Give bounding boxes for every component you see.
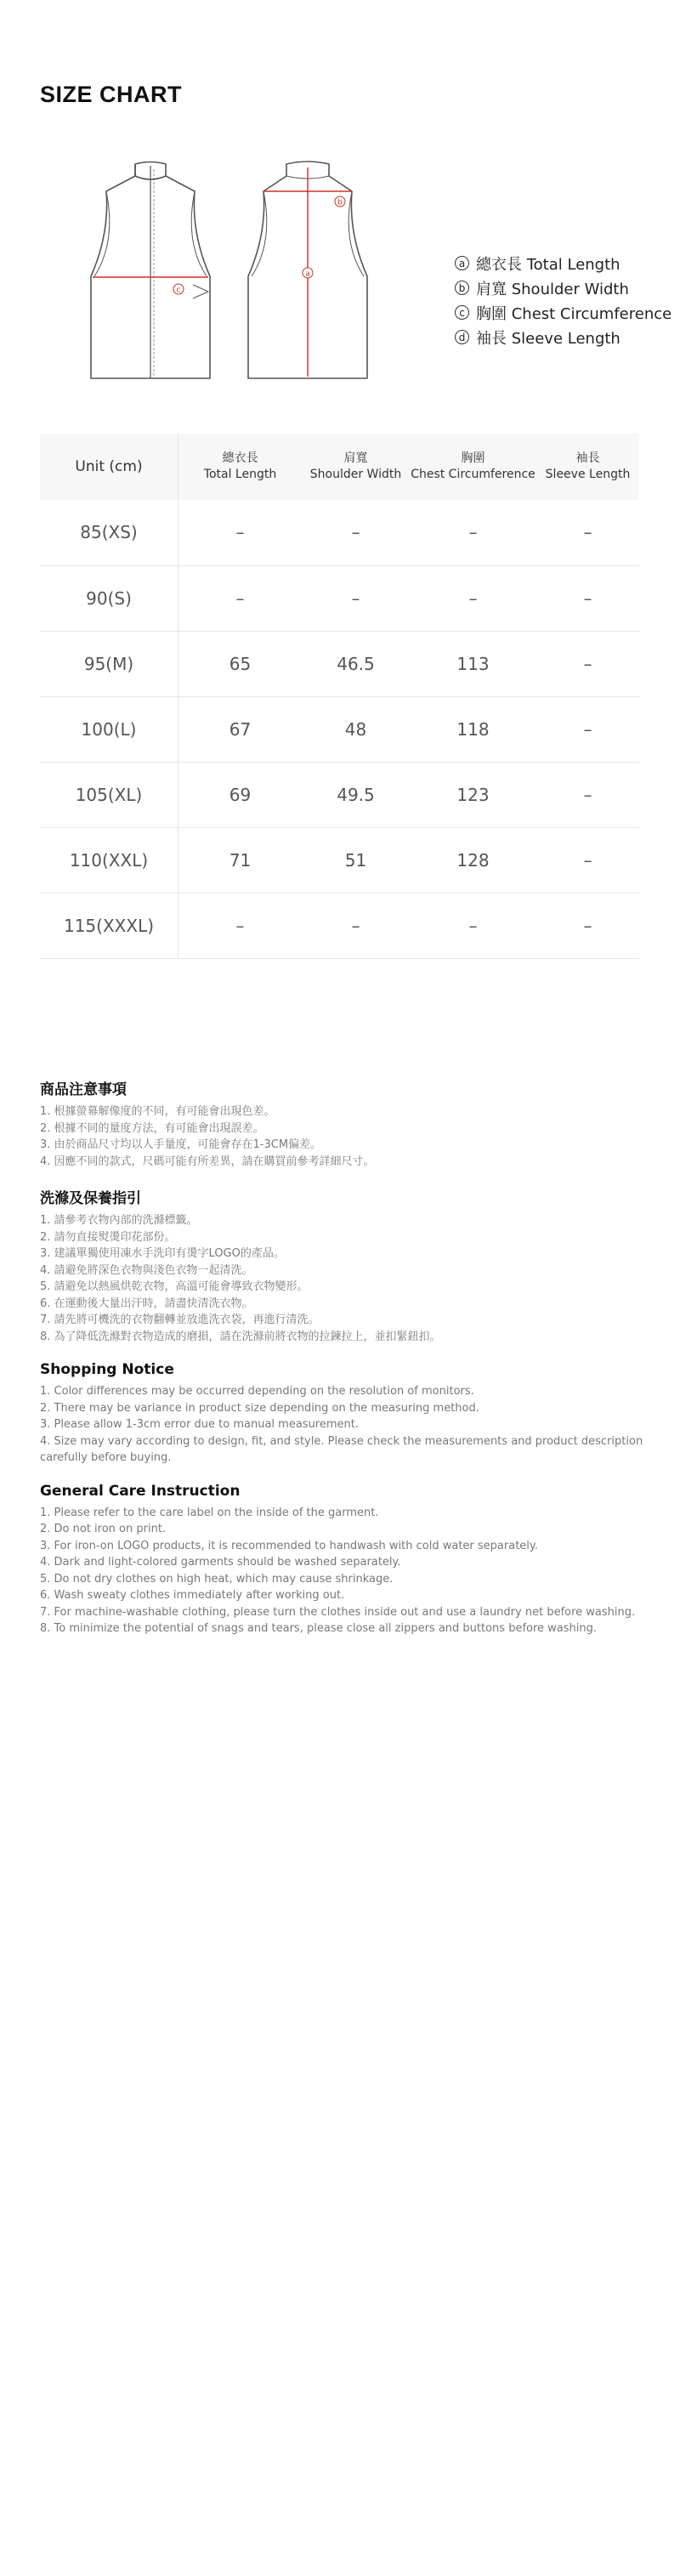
legend-label-total-length: 總衣長 Total Length — [476, 255, 620, 274]
diagram-label-c: c — [176, 286, 181, 295]
legend-item-total-length — [455, 251, 672, 275]
total-length-cell: 67 — [229, 718, 252, 740]
legend-mark-c: c — [455, 305, 469, 320]
list-item: 2. There may be variance in product size depending on the measuring method. — [40, 1401, 479, 1415]
shoulder-width-cell: – — [351, 587, 360, 609]
shoulder-width-cell: 49.5 — [337, 784, 375, 805]
list-item: 3. 建議單獨使用凍水手洗印有燙字LOGO的產品。 — [40, 1247, 285, 1260]
list-item: 5. Do not dry clothes on high heat, which may cause shrinkage. — [40, 1572, 394, 1586]
shoulder-width-cell: 48 — [344, 718, 367, 740]
total-length-cell: – — [235, 915, 245, 936]
size-cell: 115(XXXL) — [40, 893, 178, 958]
column-header-total-length: 總衣長 Total Length — [203, 451, 277, 481]
column-header-shoulder-width: 肩寬 Shoulder Width — [309, 451, 402, 481]
shoulder-width-cell: 51 — [344, 849, 367, 871]
chest-circumference-cell: – — [468, 522, 478, 543]
list-item: 2. Do not iron on print. — [40, 1523, 167, 1535]
size-cell: 110(XXL) — [40, 827, 178, 893]
sleeve-length-cell: – — [583, 522, 592, 543]
list-item: 3. 由於商品尺寸均以人手量度，可能會存在1-3CM偏差。 — [40, 1138, 322, 1151]
sleeve-length-cell: – — [583, 849, 592, 871]
size-cell: 95(M) — [40, 631, 178, 696]
list-item: 4. Dark and light-colored garments should be washed separately. — [40, 1556, 401, 1569]
vest-front-diagram — [82, 157, 218, 387]
legend-mark-b: b — [455, 281, 469, 295]
total-length-cell: 65 — [229, 653, 252, 674]
product-notice-zh — [40, 1077, 643, 1170]
size-cell: 85(XS) — [40, 500, 178, 565]
legend-label-sleeve-length: 袖長 Sleeve Length — [476, 329, 620, 348]
list-item: 5. 請避免以熱風烘乾衣物，高溫可能會導致衣物變形。 — [40, 1280, 309, 1293]
column-header-sleeve-length: 袖長 Sleeve Length — [545, 451, 631, 481]
table-row — [40, 762, 639, 827]
legend-mark-a: a — [455, 256, 469, 270]
table-row — [40, 827, 639, 893]
section-heading: General Care Instruction — [40, 1482, 241, 1500]
list-item: 3. For iron-on LOGO products, it is recommended to handwash with cold water separately. — [40, 1539, 538, 1552]
size-table-header-row — [40, 434, 639, 500]
table-row — [40, 565, 639, 631]
sleeve-length-cell: – — [583, 653, 592, 674]
list-item: 7. For machine-washable clothing, please turn the clothes inside out and use a laundry net before washing. — [40, 1605, 636, 1619]
list-item: 2. 請勿直接熨燙印花部份。 — [40, 1230, 176, 1244]
legend-item-chest-circumference — [455, 300, 672, 325]
list-item: 2. 根據不同的量度方法，有可能會出現誤差。 — [40, 1121, 264, 1135]
sleeve-length-cell: – — [583, 784, 592, 805]
total-length-cell: – — [235, 587, 245, 609]
size-cell: 90(S) — [40, 565, 178, 631]
section-heading: Shopping Notice — [40, 1361, 174, 1378]
list-item: 1. Please refer to the care label on the inside of the garment. — [40, 1506, 379, 1519]
list-item: 1. Color differences may be occurred depending on the resolution of monitors. — [40, 1385, 474, 1398]
care-guide-zh — [40, 1186, 643, 1345]
section-heading: 商品注意事項 — [40, 1081, 127, 1098]
list-item: 1. 請參考衣物內部的洗滌標籤。 — [40, 1214, 198, 1227]
vest-back-diagram — [240, 157, 376, 387]
list-item: 6. 在運動後大量出汗時，請盡快清洗衣物。 — [40, 1297, 253, 1310]
list-item: 8. To minimize the potential of snags and tears, please close all zippers and buttons before washing. — [40, 1622, 598, 1635]
legend-label-chest-circumference: 胸圍 Chest Circumference — [476, 304, 672, 323]
legend-label-shoulder-width: 肩寬 Shoulder Width — [476, 280, 629, 298]
chest-circumference-cell: 123 — [456, 784, 490, 805]
list-item: 4. Size may vary according to design, fit, and style. Please check the measurements and product description carefully before buying. — [40, 1434, 643, 1464]
table-row — [40, 500, 639, 565]
list-item: 1. 根據螢幕解像度的不同，有可能會出現色差。 — [40, 1105, 275, 1118]
diagram-label-a: a — [305, 270, 310, 279]
notes-section — [40, 1077, 643, 1654]
total-length-cell: 69 — [229, 784, 252, 805]
page-title: SIZE CHART — [40, 82, 182, 107]
legend-item-sleeve-length — [455, 325, 672, 349]
sleeve-length-cell: – — [583, 587, 592, 609]
sleeve-length-cell: – — [583, 915, 592, 936]
size-cell: 100(L) — [40, 696, 178, 762]
table-row — [40, 893, 639, 958]
chest-circumference-cell: 118 — [456, 718, 490, 740]
chest-circumference-cell: – — [468, 587, 478, 609]
legend-item-shoulder-width — [455, 275, 672, 300]
chest-circumference-cell: 128 — [456, 849, 490, 871]
chest-circumference-cell: 113 — [456, 653, 490, 674]
section-heading: 洗滌及保養指引 — [40, 1190, 141, 1207]
sleeve-length-cell: – — [583, 718, 592, 740]
care-instruction-en — [40, 1483, 643, 1637]
total-length-cell: – — [235, 522, 245, 543]
list-item: 6. Wash sweaty clothes immediately after working out. — [40, 1589, 345, 1602]
size-table — [40, 434, 639, 959]
shoulder-width-cell: – — [351, 522, 360, 543]
diagram-label-b: b — [337, 198, 343, 207]
list-item: 4. 請避免將深色衣物與淺色衣物一起清洗。 — [40, 1263, 253, 1277]
column-header-chest-circumference: 胸圍 Chest Circumference — [411, 451, 536, 481]
measurement-legend — [455, 251, 672, 349]
list-item: 7. 請先將可機洗的衣物翻轉並放進洗衣袋，再進行清洗。 — [40, 1314, 320, 1326]
table-row — [40, 631, 639, 696]
size-cell: 105(XL) — [40, 762, 178, 827]
list-item: 4. 因應不同的款式，尺碼可能有所差異，請在購買前參考詳細尺寸。 — [40, 1155, 375, 1168]
shoulder-width-cell: – — [351, 915, 360, 936]
legend-mark-d: d — [455, 330, 469, 344]
total-length-cell: 71 — [229, 849, 252, 871]
unit-header: Unit (cm) — [40, 434, 178, 500]
shoulder-width-cell: 46.5 — [337, 653, 375, 674]
shopping-notice-en — [40, 1361, 643, 1467]
table-row — [40, 696, 639, 762]
list-item: 8. 為了降低洗滌對衣物造成的磨損，請在洗滌前將衣物的拉鍊拉上，並扣緊鈕扣。 — [40, 1330, 441, 1343]
list-item: 3. Please allow 1-3cm error due to manual measurement. — [40, 1418, 359, 1431]
chest-circumference-cell: – — [468, 915, 478, 936]
